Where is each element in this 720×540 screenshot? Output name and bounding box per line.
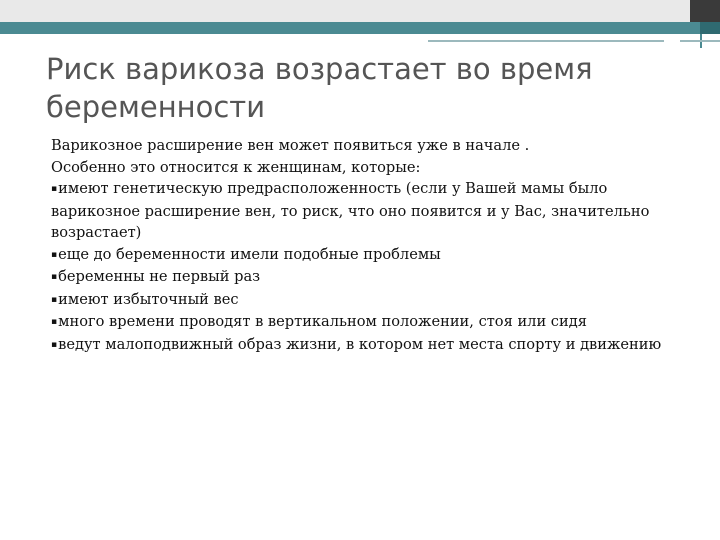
list-item — [51, 244, 691, 267]
list-item — [51, 178, 691, 244]
list-item — [51, 334, 691, 357]
intro-line-1-tail: . — [520, 137, 530, 154]
intro-line-2: Особенно это относится к женщинам, которые: — [51, 158, 421, 176]
list-item-text: много времени проводят в вертикальном положении, стоя или сидя — [58, 313, 587, 330]
slide-title: Риск варикоза возрастает во время беременности — [46, 52, 593, 124]
slide-body — [51, 135, 691, 356]
bullet-icon: ▪ — [51, 294, 58, 305]
list-item — [51, 289, 691, 312]
bullet-icon: ▪ — [51, 317, 58, 327]
intro-line-1-text: Варикозное расширение вен может появиться уже в начале — [51, 137, 521, 154]
bullet-icon: ▪ — [51, 184, 58, 194]
teal-band — [0, 22, 700, 34]
decorative-line — [428, 40, 664, 42]
list-item-text: беременны не первый раз — [58, 268, 261, 285]
list-item — [51, 266, 691, 289]
list-item-text: ведут малоподвижный образ жизни, в котором нет места спорту и движению — [58, 335, 662, 353]
decorative-line-right — [680, 40, 720, 42]
bullet-icon: ▪ — [51, 249, 58, 260]
bullet-icon: ▪ — [51, 272, 58, 282]
intro-line-1 — [51, 135, 691, 157]
top-dark-block — [690, 0, 720, 22]
list-item-text: еще до беременности имели подобные проблемы — [58, 245, 441, 263]
list-item-text: имеют генетическую предрасположенность (если у Вашей мамы было варикозное расширение вен, то риск, что оно появится и у Вас, значительно возрастает) — [51, 180, 650, 241]
top-bar — [0, 0, 720, 22]
list-item-text: имеют избыточный вес — [58, 290, 239, 308]
list-item — [51, 311, 691, 334]
teal-band-accent — [700, 22, 720, 34]
bullet-icon: ▪ — [51, 339, 58, 350]
